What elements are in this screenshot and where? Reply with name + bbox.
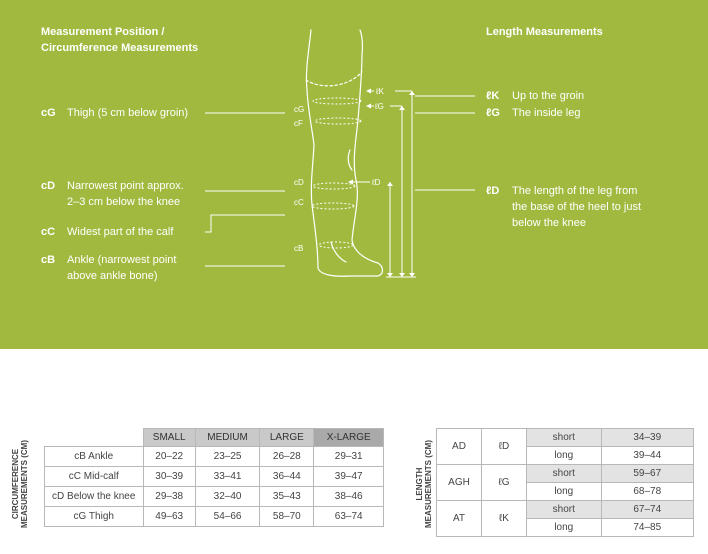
item-cb-code: cB bbox=[41, 254, 56, 266]
row-label: cG Thigh bbox=[45, 507, 144, 527]
table-cell: 63–74 bbox=[314, 507, 384, 527]
table-row bbox=[437, 429, 694, 447]
type-cell: AT bbox=[437, 501, 482, 537]
range-cell: 39–44 bbox=[601, 447, 693, 465]
item-lk-code: ℓK bbox=[486, 90, 500, 102]
col-xlarge: X-LARGE bbox=[314, 429, 384, 447]
table-cell: 29–31 bbox=[314, 447, 384, 467]
row-label: cD Below the knee bbox=[45, 487, 144, 507]
item-cd-text-1: Narrowest point approx. bbox=[67, 180, 184, 192]
leg-label-cb: cB bbox=[294, 244, 304, 253]
item-cb-text-1: Ankle (narrowest point bbox=[67, 254, 177, 266]
length-cell: long bbox=[527, 483, 602, 501]
item-cc-code: cC bbox=[41, 226, 56, 238]
leg-label-cg: cG bbox=[294, 105, 305, 114]
length-cell: short bbox=[527, 465, 602, 483]
length-cell: short bbox=[527, 429, 602, 447]
row-label: cC Mid-calf bbox=[45, 467, 144, 487]
length-side-label-line2: MEASUREMENTS (CM) bbox=[424, 440, 433, 528]
leg-label-cc: cC bbox=[294, 198, 304, 207]
item-cc-text: Widest part of the calf bbox=[67, 226, 174, 238]
code-cell: ℓK bbox=[482, 501, 527, 537]
left-heading-line1: Measurement Position / bbox=[41, 26, 165, 38]
table-cell: 26–28 bbox=[260, 447, 314, 467]
code-cell: ℓG bbox=[482, 465, 527, 501]
leg-label-ld: ℓD bbox=[372, 178, 381, 187]
right-heading: Length Measurements bbox=[486, 26, 603, 38]
type-cell: AGH bbox=[437, 465, 482, 501]
table-cell: 36–44 bbox=[260, 467, 314, 487]
circumference-side-label bbox=[11, 429, 31, 539]
item-lg-code: ℓG bbox=[486, 107, 500, 119]
leg-label-cd: cD bbox=[294, 178, 304, 187]
code-cell: ℓD bbox=[482, 429, 527, 465]
range-cell: 34–39 bbox=[601, 429, 693, 447]
item-cg-code: cG bbox=[41, 107, 56, 119]
item-ld-code: ℓD bbox=[486, 185, 500, 197]
table-row bbox=[45, 447, 384, 467]
item-cg-text: Thigh (5 cm below groin) bbox=[67, 107, 189, 119]
item-cd-text-2: 2–3 cm below the knee bbox=[67, 196, 181, 208]
table-cell: 32–40 bbox=[195, 487, 259, 507]
item-lg-text: The inside leg bbox=[512, 107, 581, 119]
table-row bbox=[45, 487, 384, 507]
item-ld-text-1: The length of the leg from bbox=[512, 185, 638, 197]
table-cell: 20–22 bbox=[143, 447, 195, 467]
table-cell: 30–39 bbox=[143, 467, 195, 487]
item-lk-text: Up to the groin bbox=[512, 90, 585, 102]
leg-label-cf: cF bbox=[294, 119, 303, 128]
table-row bbox=[437, 501, 694, 519]
table-row bbox=[45, 467, 384, 487]
col-large: LARGE bbox=[260, 429, 314, 447]
table-row bbox=[437, 465, 694, 483]
col-medium: MEDIUM bbox=[195, 429, 259, 447]
length-side-label bbox=[415, 429, 435, 539]
table-row bbox=[45, 507, 384, 527]
circumference-size-table bbox=[44, 428, 384, 527]
circumference-side-label-line2: MEASUREMENTS (CM) bbox=[20, 440, 29, 528]
range-cell: 74–85 bbox=[601, 519, 693, 537]
table-cell: 35–43 bbox=[260, 487, 314, 507]
item-cb-text-2: above ankle bone) bbox=[67, 270, 158, 282]
length-cell: long bbox=[527, 447, 602, 465]
table-cell: 29–38 bbox=[143, 487, 195, 507]
col-small: SMALL bbox=[143, 429, 195, 447]
table-cell: 38–46 bbox=[314, 487, 384, 507]
row-label: cB Ankle bbox=[45, 447, 144, 467]
range-cell: 68–78 bbox=[601, 483, 693, 501]
left-heading-line2: Circumference Measurements bbox=[41, 42, 199, 54]
type-cell: AD bbox=[437, 429, 482, 465]
range-cell: 59–67 bbox=[601, 465, 693, 483]
leg-label-lk: ℓK bbox=[376, 87, 384, 96]
header-blank bbox=[45, 429, 144, 447]
table-cell: 33–41 bbox=[195, 467, 259, 487]
table-cell: 49–63 bbox=[143, 507, 195, 527]
circumference-side-label-line1: CIRCUMFERENCE bbox=[11, 448, 20, 520]
table-cell: 54–66 bbox=[195, 507, 259, 527]
table-cell: 23–25 bbox=[195, 447, 259, 467]
range-cell: 67–74 bbox=[601, 501, 693, 519]
length-measurement-table bbox=[436, 428, 694, 537]
item-ld-text-3: below the knee bbox=[512, 217, 586, 229]
item-ld-text-2: the base of the heel to just bbox=[512, 201, 642, 213]
length-cell: short bbox=[527, 501, 602, 519]
table-cell: 39–47 bbox=[314, 467, 384, 487]
leg-label-lg: ℓG bbox=[375, 102, 384, 111]
table-header-row bbox=[45, 429, 384, 447]
item-cd-code: cD bbox=[41, 180, 56, 192]
table-cell: 58–70 bbox=[260, 507, 314, 527]
length-cell: long bbox=[527, 519, 602, 537]
length-side-label-line1: LENGTH bbox=[415, 467, 424, 501]
